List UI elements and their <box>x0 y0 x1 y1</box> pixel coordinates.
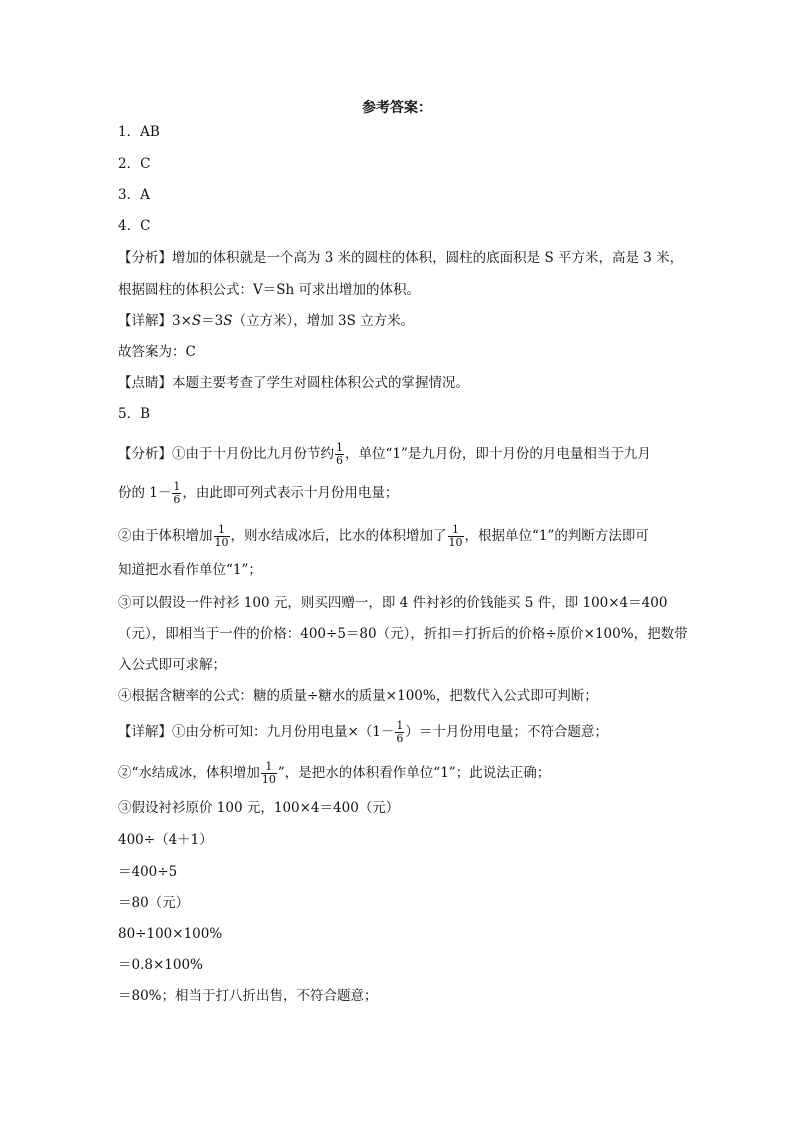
q5-calc-line-5: ＝0.8×100% <box>118 957 203 973</box>
fraction-numerator: 1 <box>173 480 181 493</box>
fraction-one-tenth <box>214 524 230 549</box>
fraction-numerator: 1 <box>214 524 230 537</box>
q5-analysis-line-4: 知道把水看作单位“1”； <box>118 562 262 578</box>
q5-l2-b: ，由此即可列式表示十月份用电量； <box>182 485 399 501</box>
fraction-numerator: 1 <box>336 441 343 454</box>
q5-detail-line-2 <box>118 761 550 786</box>
q4-detail-expr-b: ＝3 <box>201 313 224 329</box>
q5-analysis-line-6: （元），即相当于一件的价格：400÷5＝80（元），折扣＝打折后的价格÷原价×100%，把数带 <box>118 626 688 642</box>
page-title: 参考答案： <box>362 100 432 116</box>
answer-4: 4．C <box>118 218 151 234</box>
fraction-one-sixth <box>172 481 181 506</box>
answer-3: 3．A <box>118 187 150 203</box>
q5-calc-line-6: ＝80%；相当于打八折出售，不符合题意； <box>118 988 378 1004</box>
fraction-denominator: 6 <box>173 493 181 506</box>
q5-l1-b: ，单位“1”是九月份，即十月份的月电量相当于九月 <box>345 446 651 462</box>
answer-1: 1．AB <box>118 124 160 140</box>
fraction-numerator: 1 <box>261 761 277 774</box>
q5-analysis-line-2 <box>118 481 398 506</box>
q4-detail-line <box>118 311 414 331</box>
q5-analysis-line-8: ④根据含糖率的公式：糖的质量÷糖水的质量×100%，把数代入公式即可判断； <box>118 688 598 704</box>
q5-l3-c: ，根据单位“1”的判断方法即可 <box>464 528 649 544</box>
fraction-one-sixth <box>395 720 404 745</box>
q4-detail-expr-s2: S <box>223 313 233 329</box>
q5-analysis-line-5: ③可以假设一件衬衫 100 元，则买四赠一，即 4 件衬衫的价钱能买 5 件，即 100×4＝400 <box>118 595 668 611</box>
q4-detail-expr-a: 3× <box>172 313 192 329</box>
q4-comment: 【点睛】本题主要考查了学生对圆柱体积公式的掌握情况。 <box>118 375 469 391</box>
fraction-numerator: 1 <box>448 524 464 537</box>
q5-detail-line-1 <box>118 720 608 745</box>
q4-conclusion: 故答案为：C <box>118 344 196 360</box>
fraction-one-sixth <box>335 442 344 467</box>
q4-detail-rest: （立方米），增加 3S 立方米。 <box>232 313 415 329</box>
fraction-one-tenth <box>261 761 277 786</box>
q5-calc-line-2: ＝400÷5 <box>118 864 178 880</box>
q5-analysis-line-7: 入公式即可求解； <box>118 657 226 673</box>
q5-l3-b: ，则水结成冰后，比水的体积增加了 <box>230 528 447 544</box>
q5-l3-a: ②由于体积增加 <box>118 528 213 544</box>
fraction-denominator: 10 <box>261 773 276 786</box>
q5-calc-line-1: 400÷（4＋1） <box>118 832 213 848</box>
q4-detail-expr-s1: S <box>191 313 202 329</box>
q5-l9-b: ）＝十月份用电量；不符合题意； <box>405 724 608 740</box>
fraction-denominator: 10 <box>448 536 463 549</box>
q4-analysis-line-2: 根据圆柱的体积公式：V＝Sh 可求出增加的体积。 <box>118 282 420 298</box>
q5-analysis-line-1 <box>118 442 651 467</box>
q5-analysis-line-3 <box>118 524 649 549</box>
q5-l9-a: 【详解】①由分析可知：九月份用电量×（1－ <box>118 724 395 740</box>
q5-detail-line-3: ③假设衬衫原价 100 元，100×4＝400（元） <box>118 800 400 816</box>
fraction-denominator: 6 <box>336 454 343 467</box>
answer-2: 2．C <box>118 156 151 172</box>
q5-l1-a: 【分析】①由于十月份比九月份节约 <box>118 446 334 462</box>
fraction-denominator: 6 <box>396 732 404 745</box>
fraction-numerator: 1 <box>396 719 404 732</box>
q5-calc-line-3: ＝80（元） <box>118 895 190 911</box>
q5-calc-line-4: 80÷100×100% <box>118 926 223 942</box>
fraction-one-tenth <box>448 524 464 549</box>
q4-detail-prefix: 【详解】 <box>118 313 172 329</box>
q5-l2-a: 份的 1－ <box>118 485 172 501</box>
answer-5: 5．B <box>118 406 151 422</box>
q5-l10-b: ”，是把水的体积看作单位“1”；此说法正确； <box>277 765 551 781</box>
fraction-denominator: 10 <box>214 536 229 549</box>
q4-analysis-line-1: 【分析】增加的体积就是一个高为 3 米的圆柱的体积，圆柱的底面积是 S 平方米，高是 3 米， <box>118 250 684 266</box>
q5-l10-a: ②“水结成冰，体积增加 <box>118 765 260 781</box>
